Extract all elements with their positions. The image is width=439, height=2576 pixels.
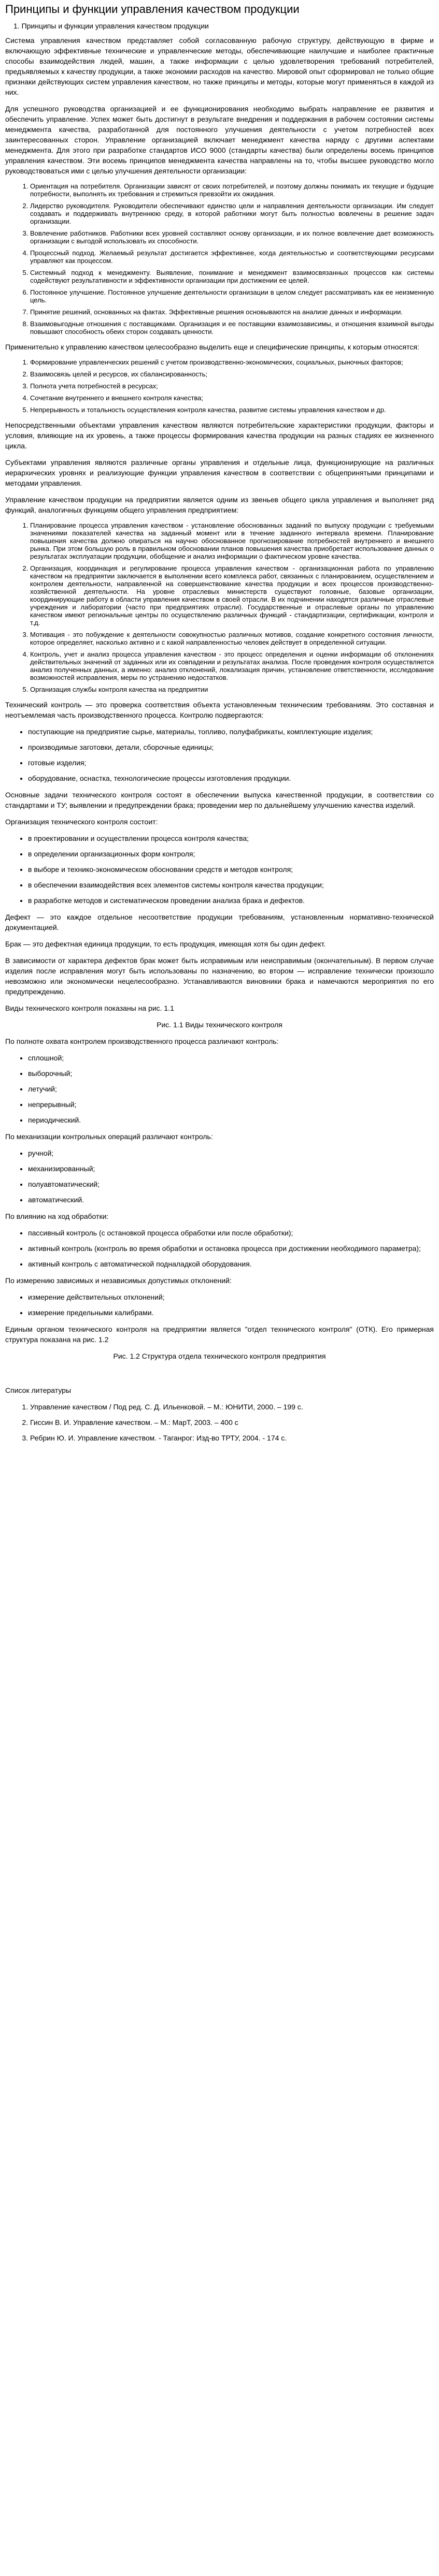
paragraph: Субъектами управления являются различные органы управления и отдельные лица, функционирующие на различных иерархических уровнях и реализующие функции управления качеством в соответствии с общепринятыми принципами и методами управления. (5, 458, 434, 487)
reference-item: 3. Ребрин Ю. И. Управление качеством. - Таганрог: Изд-во ТРТУ, 2004. - 174 с. (30, 1433, 434, 1443)
list-item: • полуавтоматический; (28, 1179, 434, 1189)
paragraph: Для успешного руководства организацией и ее функционирования необходимо выбрать направление ее развития и обеспечить управление. Успех может быть достигнут в результате внедрения и поддержания в рабочем состоянии системы менеджмента качества, разработанной для постоянного улучшения деятельности с учетом потребностей всех заинтересованных сторон. Управление организацией включает менеджмент качества наряду с другими аспектами менеджмента. Для этого при разработке стандартов ИСО 9000 (стандарты качества) были определены восемь принципов управления качеством. Эти восемь принципов менеджмента качества направлены на то, чтобы высшее руководство могло руководствоваться ими с целью улучшения деятельности организации: (5, 105, 434, 175)
measure-list (5, 1292, 434, 1318)
list-item: 2. Организация, координация и регулирование процесса управления качеством - организационная работа по управлению качеством на предприятии заключается в выполнении всего комплекса работ, связанных с планированием, осуществлением и контролем деятельности, направленной на совершенствование качества продукции и всех процессов производственно-хозяйственной деятельности. На уровне отраслевых министерств существуют головные, базовые организации, координирующие работу в области управления качеством в своей отрасли. В их подчинении находятся различные отраслевые учреждения и лаборатории (часто при предприятиях отрасли). Государственные и отраслевые органы по управлению качеством имеют региональные центры по осуществлению различных функций - стандартизации, сертификации, контроля и т.д. (30, 564, 434, 627)
list-item: • производимые заготовки, детали, сборочные единицы; (28, 742, 434, 752)
mechanization-list (5, 1148, 434, 1205)
references-title: Список литературы (5, 1386, 72, 1394)
paragraph: Организация технического контроля состоит: (5, 818, 158, 826)
paragraph: Применительно к управлению качеством целесообразно выделить еще и специфические принципы, к которым относятся: (5, 343, 419, 351)
list-item: 4. Сочетание внутреннего и внешнего контроля качества; (30, 394, 434, 402)
list-item: 2. Лидерство руководителя. Руководители обеспечивают единство цели и направления деятельности организации. Им следует создавать и поддерживать внутреннюю среду, в которой работники могут быть полностью вовлечены в решение задач организации. (30, 202, 434, 225)
list-item: • активный контроль (контроль во время обработки и остановка процесса при достижении необходимого параметра); (28, 1243, 434, 1254)
list-item: • в определении организационных форм контроля; (28, 849, 434, 859)
controlled-objects-list (5, 726, 434, 783)
list-item: • в разработке методов и систематическом проведении анализа брака и дефектов. (28, 895, 434, 906)
list-item: • готовые изделия; (28, 758, 434, 768)
references-list (5, 1402, 434, 1443)
org-list (5, 833, 434, 906)
list-item: 5. Непрерывность и тотальность осуществления контроля качества, развитие системы управления качеством и др. (30, 406, 434, 414)
page-title: Принципы и функции управления качеством продукции (5, 3, 300, 16)
list-item: • измерение действительных отклонений; (28, 1292, 434, 1302)
paragraph: Непосредственными объектами управления качеством являются потребительские характеристики продукции, факторы и условия, влияющие на их уровень, а также процессы формирования качества продукции на разных стадиях ее жизненного цикла. (5, 421, 434, 450)
list-item: 3. Полнота учета потребностей в ресурсах; (30, 382, 434, 390)
list-item: • в обеспечении взаимодействия всех элементов системы контроля качества продукции; (28, 880, 434, 890)
list-item: 1. Планирование процесса управления качеством - установление обоснованных заданий по выпуску продукции с требуемыми значениями показателей качества на заданный момент или в течение заданного интервала времени. Планирование повышения качества должно опираться на научно обоснованное прогнозирование потребностей внутреннего и внешнего рынка. При этом большую роль в правильном обосновании планов повышения качества приобретает использование данных о результатах эксплуатации продукции, обобщение и анализ информации о фактическом уровне качества. (30, 521, 434, 560)
list-item: 1. Формирование управленческих решений с учетом производственно-экономических, социальных, рыночных факторов; (30, 358, 434, 366)
functions-list (5, 521, 434, 693)
paragraph: Технический контроль — это проверка соответствия объекта установленным техническим требованиям. Это составная и неотъемлемая часть производственного процесса. Контролю подвергаются: (5, 701, 434, 719)
list-item: 4. Процессный подход. Желаемый результат достигается эффективнее, когда деятельностью и соответствующими ресурсами управляют как процессом. (30, 249, 434, 265)
coverage-list (5, 1053, 434, 1125)
figure-caption: Рис. 1.2 Структура отдела технического контроля предприятия (113, 1352, 326, 1360)
list-item: • непрерывный; (28, 1099, 434, 1110)
paragraph: По полноте охвата контролем производственного процесса различают контроль: (5, 1037, 279, 1045)
paragraph: Дефект — это каждое отдельное несоответствие продукции требованиям, установленным нормативно-технической документацией. (5, 913, 434, 932)
list-item: • сплошной; (28, 1053, 434, 1063)
paragraph: По измерению зависимых и независимых допустимых отклонений: (5, 1276, 232, 1285)
list-item: 5. Организация службы контроля качества на предприятии (30, 686, 434, 693)
list-item: 6. Постоянное улучшение. Постоянное улучшение деятельности организации в целом следует рассматривать как ее неизменную цель. (30, 288, 434, 304)
paragraph: Брак — это дефектная единица продукции, то есть продукция, имеющая хотя бы один дефект. (5, 940, 326, 948)
paragraph: В зависимости от характера дефектов брак может быть исправимым или неисправимым (окончательным). В первом случае изделия после исправления могут быть использованы по назначению, во втором — исправление технически произошло невозможно или экономически нецелесообразно. Устанавливаются виновники брака и намечаются мероприятия по его предупреждению. (5, 956, 434, 996)
list-item: • автоматический. (28, 1195, 434, 1205)
list-item: 2. Взаимосвязь целей и ресурсов, их сбалансированность; (30, 370, 434, 378)
list-item: 7. Принятие решений, основанных на фактах. Эффективные решения основываются на анализе данных и информации. (30, 308, 434, 316)
paragraph: Система управления качеством представляет собой согласованную рабочую структуру, действующую в фирме и включающую эффективные технические и управленческие методы, обеспечивающие наилучшие и наиболее практичные способы взаимодействия людей, машин, а также информации с целью удовлетворения требований потребителей, предъявляемых к качеству продукции, а также экономии расходов на качество. Мировой опыт сформировал не только общие признаки действующих систем управления качеством, но также принципы и методы, которые могут применяться в каждой из них. (5, 36, 434, 96)
list-item: • активный контроль с автоматической подналадкой оборудования. (28, 1259, 434, 1269)
list-item: 3. Вовлечение работников. Работники всех уровней составляют основу организации, и их полное вовлечение дает возможность организации с выгодой использовать их способности. (30, 229, 434, 245)
list-item: 5. Системный подход к менеджменту. Выявление, понимание и менеджмент взаимосвязанных процессов как системы содействуют результативности и эффективности организации при достижении ее целей. (30, 269, 434, 284)
table-of-contents: 1. Принципы и функции управления качеством продукции (13, 22, 209, 30)
list-item: • механизированный; (28, 1163, 434, 1174)
list-item: • периодический. (28, 1115, 434, 1125)
list-item: • поступающие на предприятие сырье, материалы, топливо, полуфабрикаты, комплектующие изделия; (28, 726, 434, 737)
list-item: 8. Взаимовыгодные отношения с поставщиками. Организация и ее поставщики взаимозависимы, и отношения взаимной выгоды повышают способность обеих сторон создавать ценности. (30, 320, 434, 336)
list-item: 4. Контроль, учет и анализ процесса управления качеством - это процесс определения и оценки информации об отклонениях действительных значений от заданных или их совпадении и результатах анализа. После проведения контроля осуществляется анализ полученных данных, а именно: анализ отклонений, локализация причин, установление ответственности, исследование возможностей исправления, меры по устранению недостатков. (30, 650, 434, 681)
reference-item: 2. Гиссин В. И. Управление качеством. – М.: МарТ, 2003. – 400 с (30, 1417, 434, 1428)
list-item: 3. Мотивация - это побуждение к деятельности совокупностью различных мотивов, создание конкретного состояния личности, которое определяет, насколько активно и с какой направленностью человек действует в определенной ситуации. (30, 631, 434, 646)
list-item: • пассивный контроль (с остановкой процесса обработки или после обработки); (28, 1228, 434, 1238)
reference-item: 1. Управление качеством / Под ред. С. Д. Ильенковой. – М.: ЮНИТИ, 2000. – 199 с. (30, 1402, 434, 1412)
paragraph: Единым органом технического контроля на предприятии является "отдел технического контроля" (ОТК). Его примерная структура показана на рис. 1.2 (5, 1325, 434, 1344)
paragraph: Основные задачи технического контроля состоят в обеспечении выпуска качественной продукции, в соответствии со стандартами и ТУ; выявлении и предупреждении брака; проведении мер по дальнейшему улучшению качества изделий. (5, 791, 434, 809)
specific-principles-list (5, 358, 434, 414)
list-item: • в проектировании и осуществлении процесса контроля качества; (28, 833, 434, 843)
list-item: • летучий; (28, 1084, 434, 1094)
paragraph: По влиянию на ход обработки: (5, 1212, 109, 1220)
paragraph: Управление качеством продукции на предприятии является одним из звеньев общего цикла управления и выполняет ряд функций, аналогичных функциям общего управления предприятием: (5, 496, 434, 514)
list-item: • выборочный; (28, 1068, 434, 1079)
paragraph: Виды технического контроля показаны на рис. 1.1 (5, 1004, 174, 1012)
list-item: 1. Ориентация на потребителя. Организации зависят от своих потребителей, и поэтому должны понимать их текущие и будущие потребности, выполнять их требования и стремиться превзойти их ожидания. (30, 182, 434, 198)
paragraph: По механизации контрольных операций различают контроль: (5, 1132, 213, 1141)
list-item: • в выборе и технико-экономическом обосновании средств и методов контроля; (28, 864, 434, 875)
influence-list (5, 1228, 434, 1269)
list-item: • измерение предельными калибрами. (28, 1307, 434, 1318)
principles-list (5, 182, 434, 336)
list-item: • ручной; (28, 1148, 434, 1158)
list-item: • оборудование, оснастка, технологические процессы изготовления продукции. (28, 773, 434, 783)
figure-caption: Рис. 1.1 Виды технического контроля (157, 1021, 282, 1029)
